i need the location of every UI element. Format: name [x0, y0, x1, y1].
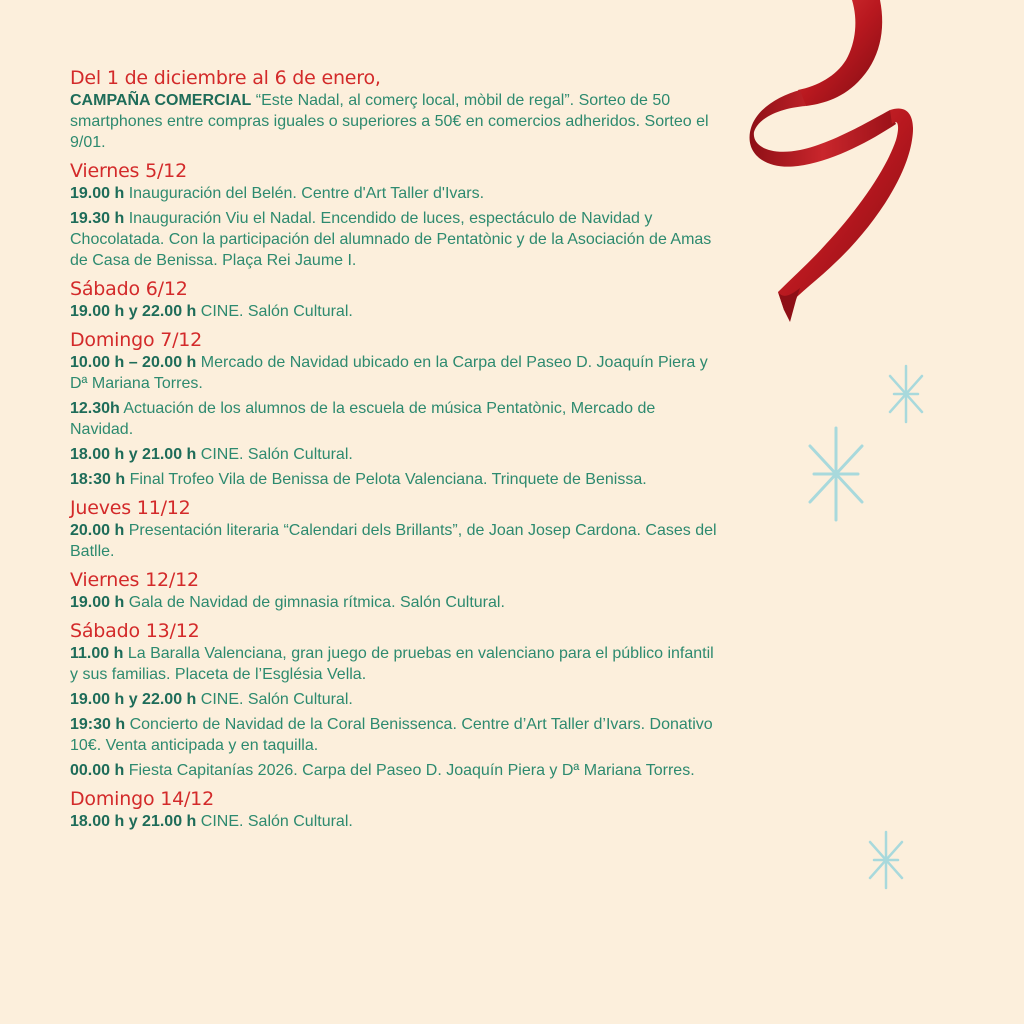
event-time: 11.00 h — [70, 645, 124, 662]
event-entry — [70, 689, 720, 710]
program-section — [70, 496, 720, 562]
event-program — [70, 66, 720, 832]
section-heading: Jueves 11/12 — [70, 497, 191, 519]
event-time: 19:30 h — [70, 716, 126, 733]
event-time: 19.00 h — [70, 594, 125, 611]
event-entry — [70, 183, 720, 204]
event-description: Inauguración Viu el Nadal. Encendido de luces, espectáculo de Navidad y Chocolatada. Con la participación del alumnado de Pentatònic y de la Asociación de Amas de Casa de Benissa. Plaça Rei Jaume I. — [70, 210, 712, 269]
event-time: CAMPAÑA COMERCIAL — [70, 92, 252, 109]
program-section — [70, 568, 720, 613]
event-time: 18:30 h — [70, 471, 126, 488]
event-entry — [70, 444, 720, 465]
event-time: 19.00 h y 22.00 h — [70, 691, 197, 708]
event-description: Concierto de Navidad de la Coral Benissenca. Centre d’Art Taller d’Ivars. Donativo 10€. Venta anticipada y en taquilla. — [70, 716, 713, 754]
section-heading: Sábado 6/12 — [70, 278, 188, 300]
section-heading: Domingo 7/12 — [70, 329, 203, 351]
event-entry — [70, 90, 720, 153]
event-description: CINE. Salón Cultural. — [196, 691, 353, 708]
sparkle-star-icon — [806, 426, 866, 522]
event-time: 19.00 h — [70, 185, 125, 202]
program-section — [70, 619, 720, 781]
event-description: CINE. Salón Cultural. — [196, 446, 353, 463]
event-description: CINE. Salón Cultural. — [196, 303, 353, 320]
event-time: 12.30h — [70, 400, 120, 417]
section-heading: Del 1 de diciembre al 6 de enero, — [70, 67, 381, 89]
event-entry — [70, 352, 720, 394]
event-entry — [70, 520, 720, 562]
program-section — [70, 277, 720, 322]
event-description: Gala de Navidad de gimnasia rítmica. Salón Cultural. — [124, 594, 505, 611]
section-heading: Viernes 12/12 — [70, 569, 199, 591]
event-time: 19.00 h y 22.00 h — [70, 303, 197, 320]
event-entry — [70, 398, 720, 440]
event-time: 19.30 h — [70, 210, 125, 227]
event-entry — [70, 301, 720, 322]
event-entry — [70, 592, 720, 613]
event-time: 00.00 h — [70, 762, 125, 779]
event-description: Presentación literaria “Calendari dels Brillants”, de Joan Josep Cardona. Cases del Batlle. — [70, 522, 717, 560]
event-entry — [70, 811, 720, 832]
program-section — [70, 159, 720, 271]
event-description: Actuación de los alumnos de la escuela de música Pentatònic, Mercado de Navidad. — [70, 400, 656, 438]
event-entry — [70, 208, 720, 271]
sparkle-star-icon — [866, 830, 906, 890]
sparkle-star-icon — [886, 364, 926, 424]
event-description: Inauguración del Belén. Centre d'Art Taller d'Ivars. — [124, 185, 485, 202]
event-entry — [70, 469, 720, 490]
event-description: Fiesta Capitanías 2026. Carpa del Paseo D. Joaquín Piera y Dª Mariana Torres. — [124, 762, 695, 779]
event-description: CINE. Salón Cultural. — [196, 813, 353, 830]
program-section — [70, 328, 720, 490]
program-section — [70, 66, 720, 153]
event-time: 18.00 h y 21.00 h — [70, 813, 197, 830]
event-time: 18.00 h y 21.00 h — [70, 446, 197, 463]
section-heading: Sábado 13/12 — [70, 620, 200, 642]
event-description: La Baralla Valenciana, gran juego de pruebas en valenciano para el público infantil y sus familias. Placeta de l’Església Vella. — [70, 645, 714, 683]
red-ribbon-decoration — [740, 0, 920, 330]
section-heading: Domingo 14/12 — [70, 788, 214, 810]
event-description: Mercado de Navidad ubicado en la Carpa del Paseo D. Joaquín Piera y Dª Mariana Torres. — [70, 354, 708, 392]
event-time: 10.00 h – 20.00 h — [70, 354, 197, 371]
section-heading: Viernes 5/12 — [70, 160, 187, 182]
event-entry — [70, 714, 720, 756]
event-entry — [70, 643, 720, 685]
program-section — [70, 787, 720, 832]
event-description: Final Trofeo Vila de Benissa de Pelota Valenciana. Trinquete de Benissa. — [125, 471, 647, 488]
event-time: 20.00 h — [70, 522, 125, 539]
event-entry — [70, 760, 720, 781]
event-description: “Este Nadal, al comerç local, mòbil de regal”. Sorteo de 50 smartphones entre compras iguales o superiores a 50€ en comercios adheridos. Sorteo el 9/01. — [70, 92, 709, 151]
